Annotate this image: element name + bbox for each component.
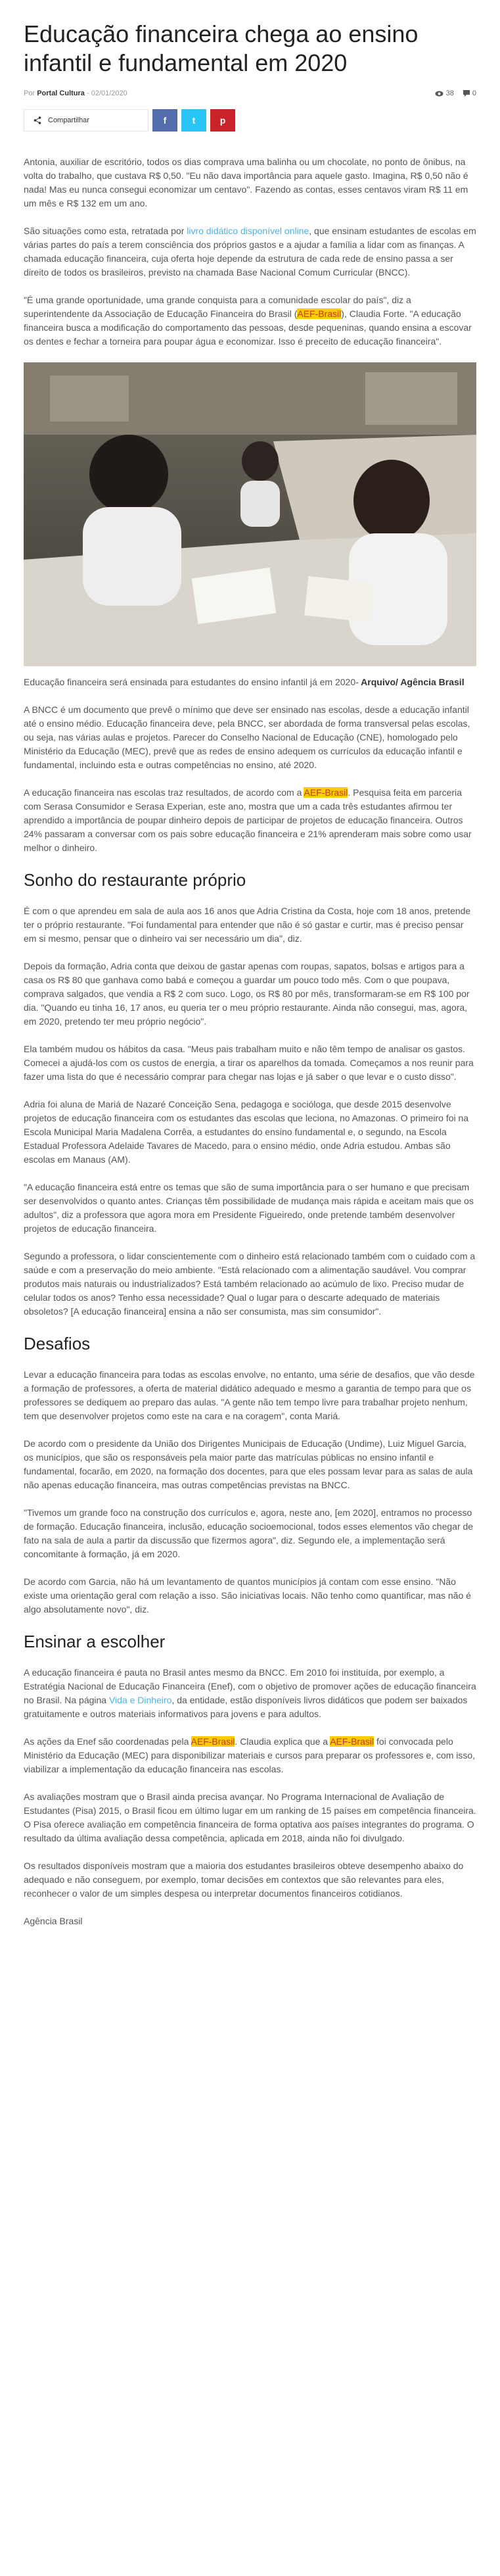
- text-span: São situações como esta, retratada por: [24, 226, 187, 236]
- twitter-share-button[interactable]: [181, 109, 206, 132]
- paragraph: [24, 1666, 476, 1721]
- section-heading: Desafios: [24, 1334, 91, 1353]
- highlighted-term: AEF-Brasil: [330, 1736, 375, 1747]
- paragraph: Ela também mudou os hábitos da casa. "Meus pais trabalham muito e não têm tempo de analisar os gastos. Comecei a ajudá-los com os custos de energia, a tirar os aparelhos da tomada. Começamos a nos reunir para fazer uma lista do que é necessário comprar para chegar nas lojas e já saber o que levar e o custo disso".: [24, 1044, 474, 1082]
- article-body: [24, 155, 476, 1928]
- page-title: Educação financeira chega ao ensino infantil e fundamental em 2020: [24, 20, 419, 76]
- text-span: As ações da Enef são coordenadas pela: [24, 1736, 191, 1747]
- paragraph: De acordo com o presidente da União dos Dirigentes Municipais de Educação (Undime), Luiz Miguel Garcia, os municípios, que são os responsáveis pela maior parte das matrículas públicas no ensino infantil e fundamental, focarão, em 2020, na formação dos docentes, para que eles possam levar para as salas de aula não apenas educação financeira, mas outras competências previstas na BNCC.: [24, 1438, 473, 1490]
- pinterest-icon: p: [219, 115, 226, 126]
- share-icon: [34, 116, 41, 124]
- author-link[interactable]: Portal Cultura: [37, 89, 85, 97]
- article-meta: [24, 89, 476, 97]
- paragraph: "A educação financeira está entre os temas que são de suma importância para o ser humano e que precisam ser desenvolvidos o quanto antes. Crianças têm possibilidade de mudança mais rápida e aceitam mais que os adultos", diz a professora que agora mora em Presidente Figueiredo, onde pretende também desenvolver projetos de educação financeira.: [24, 1182, 474, 1234]
- article-source: Agência Brasil: [24, 1916, 83, 1926]
- paragraph: A BNCC é um documento que prevê o mínimo que deve ser ensinado nas escolas, desde a educação infantil até o ensino médio. Educação financeira deve, pela BNCC, ser abordada de forma transversal pelas escolas, ou seja, nas várias aulas e projetos. Parecer do Conselho Nacional de Educação (CNE), homologado pelo Ministério da Educação (MEC), prevê que as redes de ensino adequem os currículos da educação infantil e fundamental, incluindo esta e outras competências no ensino, até 2020.: [24, 704, 470, 770]
- text-span: A educação financeira é pauta no Brasil antes mesmo da BNCC. Em 2010 foi instituída, por exemplo, a Estratégia Nacional de Educação Financeira (Enef), com o objetivo de promover ações de educação financeira no Brasil. Na página: [24, 1667, 476, 1705]
- paragraph: Os resultados disponíveis mostram que a maioria dos estudantes brasileiros obteve desempenho abaixo do adequado e não conseguem, por exemplo, tomar decisões em contextos que são relevantes para eles, reconhecer o valor de um simples despesa ou interpretar documentos financeiros cotidianos.: [24, 1860, 464, 1899]
- livro-didatico-link[interactable]: livro didático disponível online: [187, 226, 309, 236]
- paragraph: Antonia, auxiliar de escritório, todos os dias comprava uma balinha ou um chocolate, no ponto de ônibus, na volta do trabalho, que custava R$ 0,50. "Eu não dava importância para aquele gasto. Imagina, R$ 0,50 não é nada! Mas eu nunca consegui economizar um centavo". Fazendo as contas, esses centavos viram R$ 11 em um mês e R$ 132 em um ano.: [24, 157, 468, 208]
- paragraph: [24, 786, 476, 855]
- twitter-icon: t: [192, 115, 196, 126]
- highlighted-term: AEF-Brasil: [304, 787, 348, 798]
- highlighted-term: AEF-Brasil: [191, 1736, 235, 1747]
- caption-credit: Arquivo/ Agência Brasil: [358, 677, 465, 687]
- section-heading: Sonho do restaurante próprio: [24, 870, 246, 890]
- paragraph: Levar a educação financeira para todas as escolas envolve, no entanto, uma série de desafios, que vão desde a formação de professores, a oferta de material didático adequado e mesmo a garantia de tempo para que os professores se dediquem ao preparo das aulas. "A gente não tem tempo livre para trabalhar projeto nenhum, tem que desenvolver projetos como este na cara e na coragem", conta Mariá.: [24, 1369, 475, 1421]
- facebook-icon: f: [163, 115, 167, 126]
- comments-count: 0: [472, 89, 476, 97]
- comments-counter[interactable]: [463, 89, 476, 97]
- text-span: , da entidade, estão disponíveis livros didáticos que podem ser baixados gratuitamente e outros materiais informativos para jovens e para adultos.: [24, 1695, 468, 1719]
- photo-caption: [24, 675, 476, 689]
- highlighted-term: AEF-Brasil: [297, 308, 342, 319]
- paragraph: [24, 224, 476, 279]
- byline-separator: -: [86, 89, 89, 97]
- article-photo: [24, 362, 476, 666]
- by-label: Por: [24, 89, 35, 97]
- share-bar: [24, 109, 476, 132]
- paragraph: Segundo a professora, o lidar conscientemente com o dinheiro está relacionado também com o cuidado com a saúde e com a preservação do meio ambiente. "Está relacionado com a alimentação saudável. Vou comprar produtos mais naturais ou industrializados? Está também relacionado ao acúmulo de lixo. Preciso mudar de celular todos os anos? Tenho essa necessidade? Qual o lugar para o descarte adequado de materiais obsoletos? [A educação financeira] ensina a não ser consumista, mas sim consumidor".: [24, 1251, 476, 1317]
- text-span: ), Claudia Forte. "A educação financeira busca a modificação do comportamento das pessoas, desde pequeninas, quando ensina a escovar os dentes e fechar a torneira para poupar água e economizar. Isso é preceito de educação financeira".: [24, 308, 472, 347]
- byline: [24, 89, 127, 97]
- paragraph: Depois da formação, Adria conta que deixou de gastar apenas com roupas, sapatos, bolsas e artigos para a casa os R$ 80 que ganhava como babá e começou a guardar um pouco todo mês. Com o que poupava, comprava salgados, que vendia a R$ 2 com suco. Logo, os R$ 80 por mês, transformaram-se em R$ 100 por dia. "Quando eu tinha 16, 17 anos, eu queria ter o meu próprio restaurante. Ainda não consegui, mas, agora, em 2020, pretendo ter meu próprio negócio".: [24, 961, 470, 1027]
- text-span: , que ensinam estudantes de escolas em várias partes do país a terem consciência dos próprios gastos e a ajudar a família a lidar com as finanças. A chamada educação financeira, cuja oferta hoje depende da estrutura de cada rede de ensino passa a ser direito de todos os brasileiros, previsto na chamada Base Nacional Comum Curricular (BNCC).: [24, 226, 476, 278]
- share-button[interactable]: [24, 109, 148, 132]
- paragraph: De acordo com Garcia, não há um levantamento de quantos municípios já contam com esse ensino. "Não existe uma orientação geral com relação a isso. São iniciativas locais. Não tenho como quantificar, mas não é algo absolutamente novo", diz.: [24, 1576, 471, 1615]
- pinterest-share-button[interactable]: [210, 109, 235, 132]
- section-heading: Ensinar a escolher: [24, 1632, 166, 1651]
- publish-date: 02/01/2020: [91, 89, 127, 97]
- paragraph: [24, 1735, 476, 1776]
- text-span: . Claudia explica que a: [235, 1736, 330, 1747]
- paragraph: Adria foi aluna de Mariá de Nazaré Conceição Sena, pedagoga e socióloga, que desde 2015 desenvolve projetos de educação financeira com os estudantes das escolas que leciona, no Amazonas. O primeiro foi na Escola Municipal Maria Madalena Corrêa, a estudantes do ensino fundamental e, o segundo, na Escola Estadual Professora Adelaide Tavares de Macedo, para o ensino médio, onde Adria estudou. Ambas são escolas em Manaus (AM).: [24, 1099, 469, 1165]
- views-counter: [435, 89, 454, 97]
- text-span: foi convocada pelo Ministério da Educação (MEC) para disponibilizar materiais e cursos para preparar os professores e, com isso, viabilizar a implementação da educação financeira nas escolas.: [24, 1736, 476, 1774]
- text-span: A educação financeira nas escolas traz resultados, de acordo com a: [24, 787, 304, 798]
- paragraph: "Tivemos um grande foco na construção dos currículos e, agora, neste ano, [em 2020], entramos no processo de formação. Educação financeira, inclusão, educação socioemocional, todos esses elementos vão chegar de fato na sala de aula a partir da discussão que fizermos agora", diz. Segundo ele, a implementação será concomitante à formação, já em 2020.: [24, 1507, 474, 1559]
- eye-icon: [435, 91, 443, 97]
- paragraph: As avaliações mostram que o Brasil ainda precisa avançar. No Programa Internacional de Avaliação de Estudantes (Pisa) 2015, o Brasil ficou em último lugar em um ranking de 15 países em competência financeira. O Pisa oferece avaliação em competência financeira de forma optativa aos países integrantes do programa. O resultado da última avaliação dessa competência, aplicada em 2018, ainda não foi divulgado.: [24, 1791, 476, 1843]
- paragraph: [24, 293, 476, 349]
- vida-e-dinheiro-link[interactable]: Vida e Dinheiro: [108, 1695, 172, 1705]
- facebook-share-button[interactable]: [152, 109, 177, 132]
- caption-text: Educação financeira será ensinada para estudantes do ensino infantil já em 2020-: [24, 677, 359, 687]
- views-count: 38: [445, 89, 454, 97]
- article-stats: [435, 89, 476, 97]
- text-span: . Pesquisa feita em parceria com Serasa Consumidor e Serasa Experian, este ano, mostra que um a cada três estudantes afirmou ter aprendido a importância de poupar dinheiro depois de participar de projetos de educação financeira. Outros 24% passaram a conversar com os pais sobre educação financeira e 21% aprenderam mais sobre como usar melhor o dinheiro.: [24, 787, 472, 853]
- comment-icon: [463, 90, 470, 97]
- text-span: "É uma grande oportunidade, uma grande conquista para a comunidade escolar do país", diz a superintendente da Associação de Educação Financeira do Brasil (: [24, 295, 411, 319]
- paragraph: É com o que aprendeu em sala de aula aos 16 anos que Adria Cristina da Costa, hoje com 18 anos, pretende ter o próprio restaurante. "Foi fundamental para entender que não é só gastar e curtir, mas é preciso pensar em si mesmo, pensar que o dinheiro vai ser necessário um dia", diz.: [24, 906, 471, 944]
- share-label: Compartilhar: [48, 116, 89, 124]
